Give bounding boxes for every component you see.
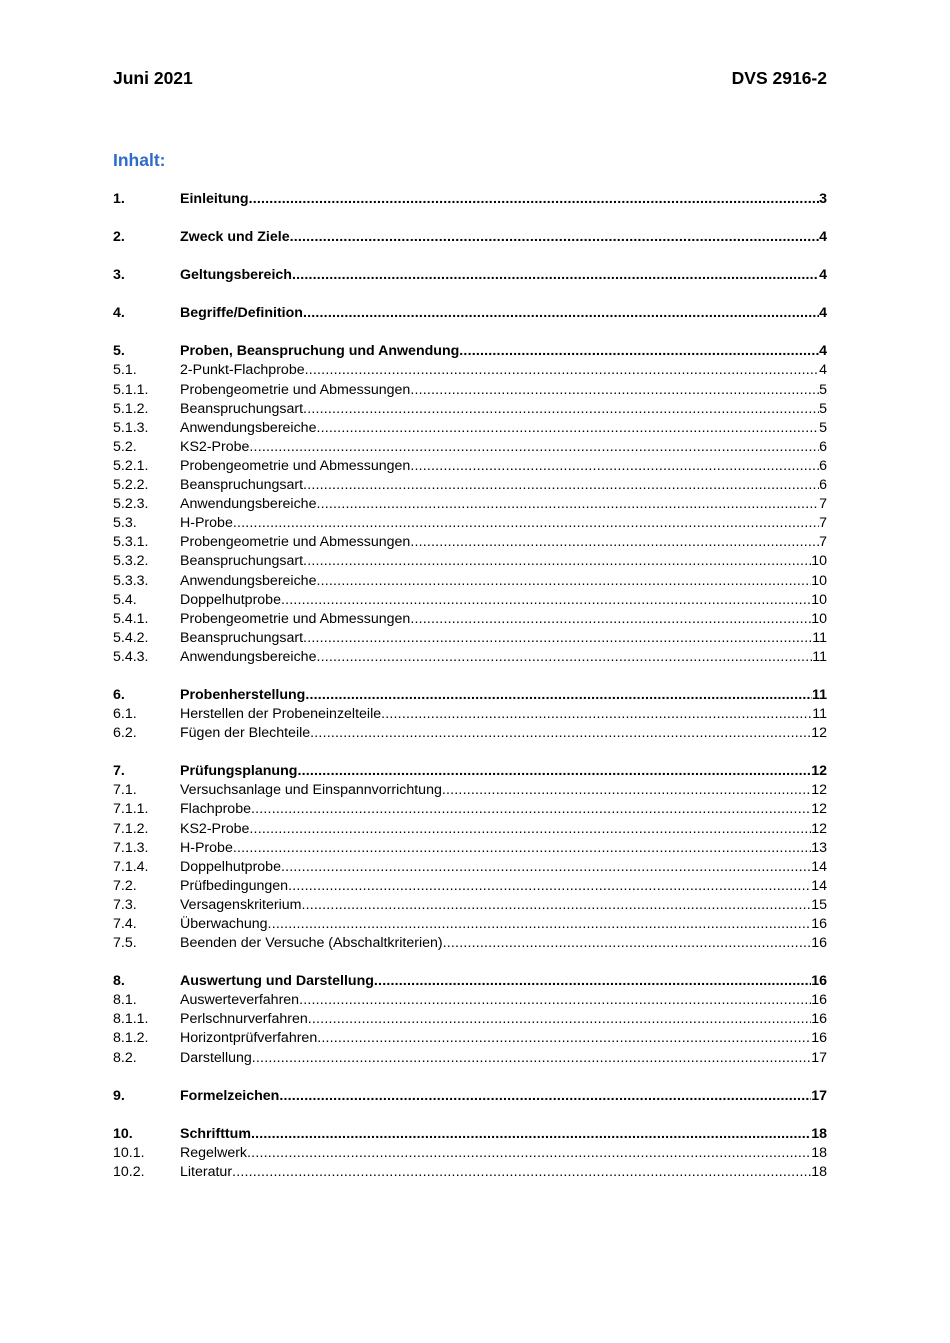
toc-dot-leader — [299, 991, 811, 1010]
toc-entry-number: 5.4. — [113, 591, 137, 608]
toc-chapter-entry[interactable] — [113, 304, 827, 323]
toc-entry-page-number: 17 — [811, 1049, 827, 1066]
toc-entry-number: 5.4.3. — [113, 648, 149, 665]
toc-entry-number: 7.1.2. — [113, 820, 149, 837]
toc-subsection-entry[interactable] — [113, 781, 827, 800]
toc-dot-leader — [297, 762, 811, 781]
toc-subsection-entry[interactable] — [113, 438, 827, 457]
toc-subsection-entry[interactable] — [113, 724, 827, 743]
toc-dot-leader — [374, 972, 811, 991]
toc-chapter-entry[interactable] — [113, 1087, 827, 1106]
toc-entry-page-number: 12 — [811, 820, 827, 837]
toc-entry-page-number: 14 — [811, 858, 827, 875]
toc-entry-page-number: 17 — [811, 1087, 827, 1104]
toc-dot-leader — [249, 438, 819, 457]
toc-entry-title: Herstellen der Probeneinzelteile — [180, 706, 382, 723]
toc-dot-leader — [279, 1087, 811, 1106]
toc-entry-page-number: 16 — [811, 992, 827, 1009]
header-date: Juni 2021 — [113, 68, 193, 88]
header-document-id: DVS 2916-2 — [731, 68, 827, 88]
toc-entry-page-number: 6 — [819, 438, 827, 455]
toc-entry-title: Zweck und Ziele — [180, 229, 290, 246]
toc-entry-number: 7.5. — [113, 935, 137, 952]
toc-entry-number: 10.2. — [113, 1163, 145, 1180]
toc-chapter-entry[interactable] — [113, 266, 827, 285]
toc-entry-title: Fügen der Blechteile — [180, 725, 311, 742]
toc-dot-leader — [316, 419, 819, 438]
toc-entry-number: 5. — [113, 343, 125, 360]
toc-dot-leader — [410, 381, 819, 400]
toc-dot-leader — [233, 839, 811, 858]
toc-dot-leader — [249, 190, 820, 209]
toc-dot-leader — [288, 877, 811, 896]
toc-entry-page-number: 6 — [819, 477, 827, 494]
toc-section — [113, 762, 827, 953]
toc-entry-page-number: 5 — [819, 381, 827, 398]
toc-entry-title: Doppelhutprobe — [180, 591, 281, 608]
toc-dot-leader — [303, 400, 819, 419]
toc-entry-title: Probengeometrie und Abmessungen — [180, 534, 411, 551]
toc-entry-page-number: 4 — [819, 267, 827, 284]
toc-dot-leader — [232, 1163, 811, 1182]
toc-section — [113, 972, 827, 1067]
toc-entry-page-number: 14 — [811, 877, 827, 894]
toc-entry-title: Versagenskriterium — [180, 896, 302, 913]
toc-entry-title: Begriffe/Definition — [180, 305, 303, 322]
toc-dot-leader — [310, 724, 811, 743]
toc-title: Inhalt: — [113, 150, 166, 170]
toc-entry-page-number: 10 — [811, 591, 827, 608]
toc-entry-page-number: 7 — [819, 515, 827, 532]
toc-dot-leader — [316, 495, 819, 514]
toc-entry-title: Flachprobe — [180, 801, 251, 818]
toc-subsection-entry[interactable] — [113, 648, 827, 667]
toc-entry-number: 7.3. — [113, 896, 137, 913]
toc-section — [113, 686, 827, 743]
toc-entry-number: 5.3. — [113, 515, 137, 532]
toc-entry-page-number: 10 — [811, 610, 827, 627]
toc-entry-number: 6.2. — [113, 725, 137, 742]
toc-entry-title: Beanspruchungsart — [180, 629, 304, 646]
toc-entry-page-number: 5 — [819, 400, 827, 417]
toc-entry-title: Perlschnurverfahren — [180, 1011, 308, 1028]
toc-chapter-entry[interactable] — [113, 190, 827, 209]
toc-entry-title: Probengeometrie und Abmessungen — [180, 457, 411, 474]
toc-subsection-entry[interactable] — [113, 419, 827, 438]
toc-dot-leader — [317, 1029, 811, 1048]
toc-entry-title: Prüfungsplanung — [180, 763, 298, 780]
toc-dot-leader — [442, 781, 811, 800]
toc-entry-page-number: 11 — [812, 706, 827, 723]
toc-chapter-entry[interactable] — [113, 342, 827, 361]
toc-entry-number: 5.2. — [113, 438, 137, 455]
toc-subsection-entry[interactable] — [113, 610, 827, 629]
toc-subsection-entry[interactable] — [113, 457, 827, 476]
toc-entry-page-number: 16 — [811, 916, 827, 932]
toc-chapter-entry[interactable] — [113, 972, 827, 991]
toc-entry-number: 9. — [113, 1087, 125, 1104]
toc-entry-title: Anwendungsbereiche — [180, 419, 317, 436]
toc-chapter-entry[interactable] — [113, 686, 827, 705]
toc-entry-title: H-Probe — [180, 515, 233, 532]
toc-entry-number: 1. — [113, 191, 125, 207]
toc-entry-title: Probengeometrie und Abmessungen — [180, 381, 411, 398]
toc-subsection-entry[interactable] — [113, 839, 827, 858]
toc-entry-title: Anwendungsbereiche — [180, 496, 317, 513]
toc-entry-title: Anwendungsbereiche — [180, 648, 317, 665]
toc-entry-page-number: 4 — [819, 229, 827, 246]
toc-chapter-entry[interactable] — [113, 762, 827, 781]
toc-dot-leader — [233, 514, 819, 533]
toc-subsection-entry[interactable] — [113, 1144, 827, 1163]
toc-entry-number: 5.1.1. — [113, 381, 149, 398]
toc-entry-number: 5.4.2. — [113, 629, 149, 646]
toc-entry-number: 7. — [113, 763, 125, 780]
toc-entry-page-number: 12 — [811, 801, 827, 818]
toc-entry-number: 4. — [113, 305, 125, 322]
toc-entry-page-number: 7 — [819, 534, 827, 551]
toc-dot-leader — [305, 361, 820, 380]
toc-entry-title: Versuchsanlage und Einspannvorrichtung — [180, 782, 442, 799]
toc-dot-leader — [443, 934, 812, 953]
toc-subsection-entry[interactable] — [113, 495, 827, 514]
toc-subsection-entry[interactable] — [113, 514, 827, 533]
toc-subsection-entry[interactable] — [113, 361, 827, 380]
toc-subsection-entry[interactable] — [113, 896, 827, 915]
toc-entry-page-number: 18 — [811, 1144, 827, 1161]
toc-entry-number: 10. — [113, 1125, 133, 1142]
toc-entry-title: KS2-Probe — [180, 438, 250, 455]
toc-entry-number: 5.4.1. — [113, 610, 149, 627]
toc-entry-title: Horizontprüfverfahren — [180, 1030, 318, 1047]
toc-subsection-entry[interactable] — [113, 476, 827, 495]
toc-subsection-entry[interactable] — [113, 629, 827, 648]
toc-entry-title: Beenden der Versuche (Abschaltkriterien) — [180, 935, 443, 952]
toc-entry-number: 8. — [113, 973, 125, 990]
toc-entry-title: Prüfbedingungen — [180, 877, 289, 894]
toc-entry-number: 5.3.2. — [113, 553, 149, 570]
toc-entry-number: 8.1.1. — [113, 1011, 149, 1028]
toc-subsection-entry[interactable] — [113, 572, 827, 591]
toc-dot-leader — [251, 800, 811, 819]
toc-entry-page-number: 13 — [811, 839, 827, 856]
toc-subsection-entry[interactable] — [113, 381, 827, 400]
toc-entry-number: 7.2. — [113, 877, 137, 894]
toc-entry-page-number: 12 — [811, 782, 827, 799]
toc-entry-title: Beanspruchungsart — [180, 400, 304, 417]
toc-entry-number: 6.1. — [113, 706, 137, 723]
toc-dot-leader — [410, 533, 819, 552]
toc-dot-leader — [303, 629, 812, 648]
toc-dot-leader — [410, 610, 811, 629]
toc-entry-title: Proben, Beanspruchung und Anwendung — [180, 343, 460, 360]
toc-entry-page-number: 5 — [819, 419, 827, 436]
toc-entry-page-number: 4 — [819, 305, 827, 322]
toc-entry-number: 7.1. — [113, 782, 137, 799]
toc-entry-page-number: 6 — [819, 457, 827, 474]
toc-entry-number: 6. — [113, 686, 125, 703]
toc-entry-page-number: 10 — [811, 553, 827, 570]
toc-entry-number: 5.2.3. — [113, 496, 149, 513]
toc-entry-title: H-Probe — [180, 839, 233, 856]
toc-subsection-entry[interactable] — [113, 800, 827, 819]
toc-entry-title: KS2-Probe — [180, 820, 250, 837]
toc-subsection-entry[interactable] — [113, 1010, 827, 1029]
toc-section — [113, 304, 827, 323]
toc-entry-title: Anwendungsbereiche — [180, 572, 317, 589]
toc-entry-number: 7.1.3. — [113, 839, 149, 856]
toc-subsection-entry[interactable] — [113, 991, 827, 1010]
toc-subsection-entry[interactable] — [113, 1049, 827, 1068]
toc-dot-leader — [303, 304, 819, 323]
toc-entry-page-number: 7 — [819, 496, 827, 513]
toc-entry-page-number: 11 — [812, 629, 827, 646]
toc-entry-page-number: 12 — [811, 763, 827, 780]
toc-entry-page-number: 10 — [811, 572, 827, 589]
toc-entry-number: 10.1. — [113, 1144, 145, 1161]
toc-entry-title: Geltungsbereich — [180, 267, 292, 284]
toc-entry-number: 7.1.1. — [113, 801, 149, 818]
toc-entry-page-number: 12 — [811, 725, 827, 742]
toc-subsection-entry[interactable] — [113, 591, 827, 610]
toc-entry-number: 5.1.2. — [113, 400, 149, 417]
toc-entry-number: 7.4. — [113, 916, 137, 932]
toc-entry-title: Beanspruchungsart — [180, 477, 304, 494]
toc-entry-number: 8.1. — [113, 992, 137, 1009]
toc-section — [113, 228, 827, 247]
toc-dot-leader — [305, 686, 812, 705]
toc-entry-page-number: 3 — [819, 191, 827, 207]
toc-entry-page-number: 16 — [811, 1030, 827, 1047]
toc-entry-number: 7.1.4. — [113, 858, 149, 875]
toc-dot-leader — [247, 1144, 811, 1163]
toc-entry-number: 5.1.3. — [113, 419, 149, 436]
toc-subsection-entry[interactable] — [113, 533, 827, 552]
toc-dot-leader — [316, 648, 812, 667]
toc-subsection-entry[interactable] — [113, 705, 827, 724]
toc-entry-title: Probengeometrie und Abmessungen — [180, 610, 411, 627]
toc-subsection-entry[interactable] — [113, 552, 827, 571]
toc-dot-leader — [252, 1049, 811, 1068]
toc-subsection-entry[interactable] — [113, 1029, 827, 1048]
toc-entry-number: 5.1. — [113, 362, 137, 379]
toc-dot-leader — [303, 552, 811, 571]
toc-entry-page-number: 11 — [812, 648, 827, 665]
toc-entry-title: 2-Punkt-Flachprobe — [180, 362, 305, 379]
toc-dot-leader — [301, 896, 811, 915]
toc-entry-title: Beanspruchungsart — [180, 553, 304, 570]
toc-entry-title: Literatur — [180, 1163, 233, 1180]
toc-entry-title: Regelwerk — [180, 1144, 248, 1161]
toc-dot-leader — [308, 1010, 811, 1029]
toc-entry-page-number: 15 — [811, 896, 827, 913]
toc-subsection-entry[interactable] — [113, 915, 827, 934]
toc-section — [113, 1087, 827, 1106]
toc-entry-title: Überwachung — [180, 916, 268, 932]
toc-entry-page-number: 18 — [811, 1125, 827, 1142]
toc-entry-page-number: 16 — [811, 1011, 827, 1028]
toc-chapter-entry[interactable] — [113, 228, 827, 247]
toc-section — [113, 266, 827, 285]
toc-dot-leader — [459, 342, 819, 361]
toc-entry-number: 5.2.1. — [113, 457, 149, 474]
toc-entry-page-number: 16 — [811, 973, 827, 990]
toc-dot-leader — [316, 572, 811, 591]
table-of-contents — [113, 190, 827, 1201]
toc-subsection-entry[interactable] — [113, 820, 827, 839]
toc-chapter-entry[interactable] — [113, 1125, 827, 1144]
toc-dot-leader — [281, 591, 811, 610]
toc-entry-title: Schrifttum — [180, 1125, 251, 1142]
toc-entry-number: 8.2. — [113, 1049, 137, 1066]
toc-dot-leader — [249, 820, 811, 839]
toc-dot-leader — [381, 705, 812, 724]
toc-entry-page-number: 18 — [811, 1163, 827, 1180]
toc-entry-title: Auswertung und Darstellung — [180, 973, 374, 990]
toc-subsection-entry[interactable] — [113, 877, 827, 896]
toc-subsection-entry[interactable] — [113, 400, 827, 419]
toc-dot-leader — [268, 915, 812, 934]
toc-entry-number: 8.1.2. — [113, 1030, 149, 1047]
toc-entry-page-number: 11 — [812, 686, 827, 703]
toc-dot-leader — [292, 266, 819, 285]
toc-entry-title: Doppelhutprobe — [180, 858, 281, 875]
toc-entry-number: 5.2.2. — [113, 477, 149, 494]
toc-entry-number: 3. — [113, 267, 125, 284]
toc-subsection-entry[interactable] — [113, 934, 827, 953]
toc-entry-title: Auswerteverfahren — [180, 992, 300, 1009]
toc-dot-leader — [251, 1125, 811, 1144]
toc-section — [113, 342, 827, 667]
toc-entry-title: Darstellung — [180, 1049, 252, 1066]
toc-dot-leader — [281, 858, 811, 877]
toc-entry-page-number: 4 — [819, 362, 827, 379]
toc-entry-number: 5.3.1. — [113, 534, 149, 551]
toc-dot-leader — [290, 228, 820, 247]
toc-entry-number: 5.3.3. — [113, 572, 149, 589]
toc-subsection-entry[interactable] — [113, 1163, 827, 1182]
toc-section — [113, 1125, 827, 1182]
toc-entry-title: Einleitung — [180, 191, 249, 207]
toc-subsection-entry[interactable] — [113, 858, 827, 877]
toc-entry-page-number: 4 — [819, 343, 827, 360]
toc-entry-title: Probenherstellung — [180, 686, 306, 703]
toc-dot-leader — [410, 457, 819, 476]
toc-entry-number: 2. — [113, 229, 125, 246]
toc-entry-page-number: 16 — [811, 935, 827, 952]
toc-entry-title: Formelzeichen — [180, 1087, 280, 1104]
toc-dot-leader — [303, 476, 819, 495]
toc-section — [113, 190, 827, 209]
